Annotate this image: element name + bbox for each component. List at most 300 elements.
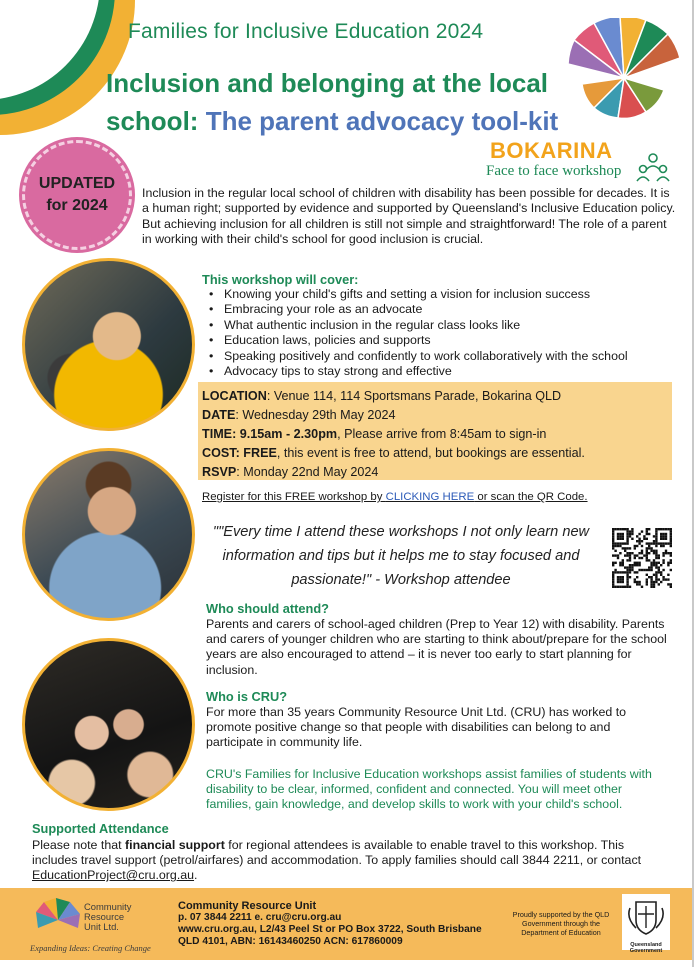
qr-module bbox=[614, 545, 616, 547]
qr-module bbox=[612, 545, 614, 547]
qr-module bbox=[662, 578, 664, 580]
qr-module bbox=[667, 552, 669, 554]
qr-module bbox=[655, 535, 657, 537]
qr-module bbox=[638, 552, 640, 554]
qr-module bbox=[619, 538, 621, 540]
qr-module bbox=[614, 586, 616, 588]
photo-fan-graphic bbox=[568, 18, 680, 118]
detail-label: COST: FREE bbox=[202, 446, 277, 460]
qr-module bbox=[662, 542, 664, 544]
qr-module bbox=[660, 545, 662, 547]
qr-module bbox=[667, 562, 669, 564]
qr-module bbox=[653, 574, 655, 576]
qr-module bbox=[646, 542, 648, 544]
qr-module bbox=[626, 576, 628, 578]
qr-module bbox=[660, 571, 662, 573]
qr-module bbox=[612, 562, 614, 564]
qr-module bbox=[617, 576, 619, 578]
qr-module bbox=[624, 566, 626, 568]
qr-module bbox=[670, 559, 672, 561]
qr-module bbox=[631, 566, 633, 568]
qr-module bbox=[636, 571, 638, 573]
qr-module bbox=[660, 528, 662, 530]
qr-module bbox=[626, 574, 628, 576]
qr-module bbox=[662, 533, 664, 535]
list-item: • Speaking positively and confidently to work collaboratively with the school bbox=[206, 349, 676, 364]
qr-module bbox=[626, 554, 628, 556]
qr-module bbox=[662, 535, 664, 537]
list-item: • What authentic inclusion in the regular class looks like bbox=[206, 318, 676, 333]
qr-module bbox=[622, 581, 624, 583]
qr-module bbox=[662, 569, 664, 571]
qr-module bbox=[619, 576, 621, 578]
qr-module bbox=[660, 542, 662, 544]
title-part-school: school: bbox=[106, 106, 199, 136]
qr-module bbox=[658, 557, 660, 559]
qr-module bbox=[650, 586, 652, 588]
qr-module bbox=[629, 530, 631, 532]
qr-module bbox=[655, 562, 657, 564]
qr-module bbox=[655, 533, 657, 535]
qr-module bbox=[648, 569, 650, 571]
qr-module bbox=[631, 533, 633, 535]
qr-module bbox=[655, 528, 657, 530]
qr-module bbox=[629, 566, 631, 568]
qr-module bbox=[636, 562, 638, 564]
qr-module bbox=[622, 564, 624, 566]
qr-module bbox=[614, 550, 616, 552]
detail-value: : Monday 22nd May 2024 bbox=[236, 465, 379, 479]
badge-line2: for 2024 bbox=[46, 197, 108, 214]
qr-module bbox=[612, 540, 614, 542]
logo-line: Community bbox=[84, 901, 132, 912]
qr-module bbox=[612, 574, 614, 576]
qr-module bbox=[670, 554, 672, 556]
qr-module bbox=[658, 578, 660, 580]
detail-label: LOCATION bbox=[202, 389, 267, 403]
email-link[interactable]: EducationProject@cru.org.au bbox=[32, 868, 195, 883]
qr-module bbox=[631, 530, 633, 532]
supported-text-1: Please note that bbox=[32, 838, 125, 852]
who-cru-text: For more than 35 years Community Resource Unit Ltd. (CRU) has worked to promote positive change so that people with disabilities can belong to and participate in community life. bbox=[206, 705, 627, 750]
qr-module bbox=[641, 530, 643, 532]
qr-module bbox=[658, 571, 660, 573]
qr-module bbox=[614, 528, 616, 530]
qr-module bbox=[631, 564, 633, 566]
qr-module bbox=[612, 547, 614, 549]
qr-module bbox=[626, 528, 628, 530]
qr-module bbox=[641, 545, 643, 547]
qr-module bbox=[629, 554, 631, 556]
qr-module bbox=[658, 583, 660, 585]
qr-module bbox=[636, 581, 638, 583]
qr-module bbox=[662, 562, 664, 564]
qr-module bbox=[670, 533, 672, 535]
qr-module bbox=[634, 564, 636, 566]
qr-module bbox=[667, 578, 669, 580]
qr-module bbox=[622, 562, 624, 564]
qr-module bbox=[612, 564, 614, 566]
qr-module bbox=[619, 578, 621, 580]
qr-module bbox=[634, 571, 636, 573]
qr-module bbox=[648, 576, 650, 578]
qr-module bbox=[646, 547, 648, 549]
qr-module bbox=[653, 562, 655, 564]
qr-module bbox=[641, 569, 643, 571]
qr-module bbox=[612, 571, 614, 573]
qr-module bbox=[650, 576, 652, 578]
qr-module bbox=[617, 535, 619, 537]
qr-module bbox=[622, 576, 624, 578]
qr-module bbox=[665, 528, 667, 530]
qr-module bbox=[619, 542, 621, 544]
qr-module bbox=[634, 547, 636, 549]
qr-module bbox=[646, 552, 648, 554]
qr-module bbox=[638, 533, 640, 535]
qr-module bbox=[612, 554, 614, 556]
qr-module bbox=[650, 581, 652, 583]
intro-paragraph: Inclusion in the regular local school of children with disability has been possible for decades. It is a human right; supported by evidence and supported by Queensland's Inclusive Education policy. But achieving inclusion for all children is still not simple and straightforward! The role of a parent in working with their child's school for good inclusion is crucial. bbox=[142, 186, 676, 246]
qr-module bbox=[655, 574, 657, 576]
detail-rsvp bbox=[202, 463, 667, 482]
qr-module bbox=[624, 571, 626, 573]
qr-module bbox=[626, 535, 628, 537]
qr-module bbox=[612, 578, 614, 580]
qr-module bbox=[612, 586, 614, 588]
supported-text bbox=[32, 838, 666, 884]
qr-module bbox=[617, 545, 619, 547]
detail-value: , this event is free to attend, but bookings are essential. bbox=[276, 446, 585, 460]
qr-module bbox=[658, 554, 660, 556]
qr-module bbox=[653, 552, 655, 554]
qr-module bbox=[617, 581, 619, 583]
qr-module bbox=[658, 562, 660, 564]
logo-line: Unit Ltd. bbox=[84, 921, 119, 932]
qr-module bbox=[670, 586, 672, 588]
qr-module bbox=[638, 538, 640, 540]
qr-module bbox=[614, 562, 616, 564]
qr-module bbox=[655, 566, 657, 568]
qr-module bbox=[624, 528, 626, 530]
qr-module bbox=[670, 569, 672, 571]
qr-code[interactable] bbox=[610, 526, 674, 590]
qr-module bbox=[626, 538, 628, 540]
qr-module bbox=[617, 554, 619, 556]
supported-heading: Supported Attendance bbox=[32, 821, 169, 836]
title-part-toolkit: The parent advocacy tool-kit bbox=[205, 106, 559, 136]
qr-module bbox=[646, 557, 648, 559]
qr-module bbox=[660, 535, 662, 537]
qr-module bbox=[662, 538, 664, 540]
qr-module bbox=[619, 562, 621, 564]
qr-module bbox=[634, 557, 636, 559]
qr-module bbox=[653, 540, 655, 542]
qr-module bbox=[655, 571, 657, 573]
queensland-government-label: Queensland Government bbox=[629, 942, 663, 954]
qr-module bbox=[643, 569, 645, 571]
qr-module bbox=[636, 545, 638, 547]
qr-module bbox=[631, 528, 633, 530]
detail-date bbox=[202, 406, 667, 425]
qr-module bbox=[650, 583, 652, 585]
register-text-end: or scan the QR Code. bbox=[474, 491, 588, 503]
qr-module bbox=[653, 583, 655, 585]
cru-tagline: Expanding Ideas: Creating Change bbox=[30, 943, 151, 953]
qr-module bbox=[670, 562, 672, 564]
qr-module bbox=[614, 569, 616, 571]
qr-module bbox=[622, 542, 624, 544]
qr-module bbox=[636, 576, 638, 578]
people-icon bbox=[636, 152, 670, 184]
qr-module bbox=[614, 542, 616, 544]
qr-module bbox=[641, 550, 643, 552]
supported-text-2: for regional attendees is available to enable travel to this workshop. This includes travel support (petrol/airfares) and accommodation. To apply families should call 3844 2211, or contact bbox=[32, 838, 642, 868]
qr-module bbox=[655, 550, 657, 552]
qr-module bbox=[653, 535, 655, 537]
qr-module bbox=[641, 557, 643, 559]
qr-module bbox=[665, 542, 667, 544]
detail-location bbox=[202, 387, 667, 406]
detail-value: : Venue 114, 114 Sportsmans Parade, Bokarina QLD bbox=[266, 389, 562, 403]
qr-module bbox=[662, 528, 664, 530]
qr-module bbox=[665, 535, 667, 537]
qr-module bbox=[670, 530, 672, 532]
list-item: • Education laws, policies and supports bbox=[206, 333, 676, 348]
qr-module bbox=[646, 550, 648, 552]
qr-module bbox=[631, 552, 633, 554]
qr-module bbox=[665, 533, 667, 535]
qr-module bbox=[648, 533, 650, 535]
qr-module bbox=[614, 554, 616, 556]
list-item: • Knowing your child's gifts and setting a vision for inclusion success bbox=[206, 287, 676, 302]
photo-student-group bbox=[22, 638, 195, 811]
cover-list bbox=[206, 287, 676, 379]
qr-module bbox=[612, 535, 614, 537]
qr-module bbox=[619, 535, 621, 537]
qr-module bbox=[655, 554, 657, 556]
logo-line: Resource bbox=[84, 911, 125, 922]
qr-module bbox=[622, 559, 624, 561]
qr-module bbox=[617, 538, 619, 540]
qr-module bbox=[655, 538, 657, 540]
qr-module bbox=[629, 547, 631, 549]
detail-label: DATE bbox=[202, 408, 236, 422]
qr-module bbox=[626, 552, 628, 554]
qr-module bbox=[619, 564, 621, 566]
qr-module bbox=[653, 550, 655, 552]
qr-module bbox=[619, 586, 621, 588]
register-link[interactable]: CLICKING HERE bbox=[385, 491, 475, 503]
qr-module bbox=[658, 566, 660, 568]
register-line bbox=[202, 491, 588, 503]
cover-heading: This workshop will cover: bbox=[202, 272, 359, 287]
qr-module bbox=[665, 538, 667, 540]
qr-module bbox=[658, 569, 660, 571]
cru-contact-line: www.cru.org.au, L2/43 Peel St or PO Box 3722, South Brisbane bbox=[178, 924, 482, 935]
qr-module bbox=[653, 559, 655, 561]
qr-module bbox=[643, 554, 645, 556]
qr-module bbox=[617, 586, 619, 588]
qr-module bbox=[650, 566, 652, 568]
qr-module bbox=[626, 530, 628, 532]
qr-module bbox=[646, 530, 648, 532]
qr-module bbox=[662, 576, 664, 578]
qr-module bbox=[622, 547, 624, 549]
qr-module bbox=[629, 557, 631, 559]
qr-module bbox=[629, 552, 631, 554]
qr-module bbox=[626, 566, 628, 568]
qr-module bbox=[629, 535, 631, 537]
qr-module bbox=[638, 581, 640, 583]
qr-module bbox=[665, 552, 667, 554]
qr-module bbox=[629, 569, 631, 571]
qr-module bbox=[638, 583, 640, 585]
detail-value: : Wednesday 29th May 2024 bbox=[235, 408, 396, 422]
qr-module bbox=[667, 574, 669, 576]
qr-module bbox=[662, 545, 664, 547]
qr-module bbox=[638, 542, 640, 544]
qr-module bbox=[670, 552, 672, 554]
qr-module bbox=[622, 535, 624, 537]
qr-module bbox=[638, 540, 640, 542]
qr-module bbox=[658, 528, 660, 530]
qr-module bbox=[653, 586, 655, 588]
qr-module bbox=[631, 569, 633, 571]
list-item: • Embracing your role as an advocate bbox=[206, 302, 676, 317]
qr-module bbox=[626, 559, 628, 561]
workshop-format: Face to face workshop bbox=[486, 163, 622, 179]
detail-cost bbox=[202, 444, 667, 463]
qr-module bbox=[648, 559, 650, 561]
qr-module bbox=[619, 571, 621, 573]
qr-module bbox=[634, 562, 636, 564]
qr-module bbox=[622, 586, 624, 588]
detail-label: TIME: 9.15am - 2.30pm bbox=[202, 427, 338, 441]
qr-module bbox=[648, 542, 650, 544]
qr-module bbox=[655, 578, 657, 580]
event-details-panel bbox=[198, 382, 672, 480]
qr-module bbox=[636, 564, 638, 566]
qr-module bbox=[655, 545, 657, 547]
supported-text-bold: financial support bbox=[125, 838, 225, 852]
qr-module bbox=[624, 586, 626, 588]
qr-module bbox=[646, 533, 648, 535]
qr-module bbox=[662, 552, 664, 554]
qr-module bbox=[638, 569, 640, 571]
qr-module bbox=[650, 550, 652, 552]
cru-logo-icon bbox=[33, 894, 83, 938]
qr-module bbox=[622, 538, 624, 540]
testimonial-quote: ""Every time I attend these workshops I not only learn new information and tips but it helps me to stay focused and passionate!" - Workshop attendee bbox=[212, 524, 590, 588]
qr-module bbox=[650, 542, 652, 544]
qr-module bbox=[665, 578, 667, 580]
qr-module bbox=[658, 542, 660, 544]
qr-module bbox=[631, 538, 633, 540]
qr-module bbox=[626, 581, 628, 583]
qr-module bbox=[612, 538, 614, 540]
qr-module bbox=[624, 550, 626, 552]
qr-module bbox=[660, 574, 662, 576]
qr-module bbox=[629, 576, 631, 578]
qr-module bbox=[650, 569, 652, 571]
qr-module bbox=[653, 581, 655, 583]
qr-module bbox=[638, 557, 640, 559]
government-support-text: Proudly supported by the QLD Government through the Department of Education bbox=[512, 910, 610, 937]
qr-module bbox=[655, 542, 657, 544]
qr-module bbox=[646, 569, 648, 571]
qr-module bbox=[622, 571, 624, 573]
cru-contact-line: QLD 4101, ABN: 16143460250 ACN: 617860009 bbox=[178, 936, 403, 947]
workshop-title-line2 bbox=[106, 106, 558, 137]
qr-module bbox=[646, 559, 648, 561]
qr-module bbox=[655, 530, 657, 532]
qr-module bbox=[626, 578, 628, 580]
photo-students-classroom bbox=[22, 448, 195, 621]
qr-module bbox=[612, 533, 614, 535]
list-item: • Advocacy tips to stay strong and effective bbox=[206, 364, 676, 379]
qr-module bbox=[612, 581, 614, 583]
qr-module bbox=[636, 583, 638, 585]
qr-module bbox=[629, 559, 631, 561]
qr-module bbox=[660, 581, 662, 583]
qr-module bbox=[653, 564, 655, 566]
detail-label: RSVP bbox=[202, 465, 237, 479]
qr-module bbox=[648, 547, 650, 549]
qr-module bbox=[638, 562, 640, 564]
qr-module bbox=[617, 542, 619, 544]
qr-module bbox=[612, 530, 614, 532]
qr-module bbox=[626, 571, 628, 573]
qr-module bbox=[617, 578, 619, 580]
qr-module bbox=[670, 535, 672, 537]
qr-module bbox=[670, 545, 672, 547]
qr-module bbox=[655, 576, 657, 578]
cru-workshops-text: CRU's Families for Inclusive Education workshops assist families of students with disability to be clear, informed, confident and connected. You will meet other families, gain knowledge, and develop skills to work with your child's school. bbox=[206, 767, 652, 812]
register-text: Register for this FREE workshop by bbox=[202, 491, 386, 503]
qr-module bbox=[662, 554, 664, 556]
qr-module bbox=[626, 533, 628, 535]
qr-module bbox=[670, 528, 672, 530]
qr-module bbox=[646, 554, 648, 556]
qr-module bbox=[655, 564, 657, 566]
qr-module bbox=[619, 533, 621, 535]
qr-module bbox=[667, 528, 669, 530]
qr-module bbox=[646, 581, 648, 583]
qr-module bbox=[667, 542, 669, 544]
qr-module bbox=[612, 576, 614, 578]
qr-module bbox=[648, 545, 650, 547]
cru-contact-block bbox=[178, 900, 482, 948]
qr-module bbox=[614, 571, 616, 573]
qr-module bbox=[646, 574, 648, 576]
qr-module bbox=[665, 550, 667, 552]
qr-module bbox=[646, 538, 648, 540]
qr-module bbox=[619, 528, 621, 530]
qr-module bbox=[670, 542, 672, 544]
qr-module bbox=[670, 583, 672, 585]
qr-module bbox=[619, 581, 621, 583]
qr-module bbox=[643, 535, 645, 537]
qr-module bbox=[655, 581, 657, 583]
qr-module bbox=[636, 554, 638, 556]
qr-module bbox=[622, 533, 624, 535]
qr-module bbox=[655, 552, 657, 554]
qr-module bbox=[650, 564, 652, 566]
qr-module bbox=[650, 547, 652, 549]
qr-module bbox=[612, 583, 614, 585]
qr-module bbox=[612, 528, 614, 530]
qr-module bbox=[655, 540, 657, 542]
